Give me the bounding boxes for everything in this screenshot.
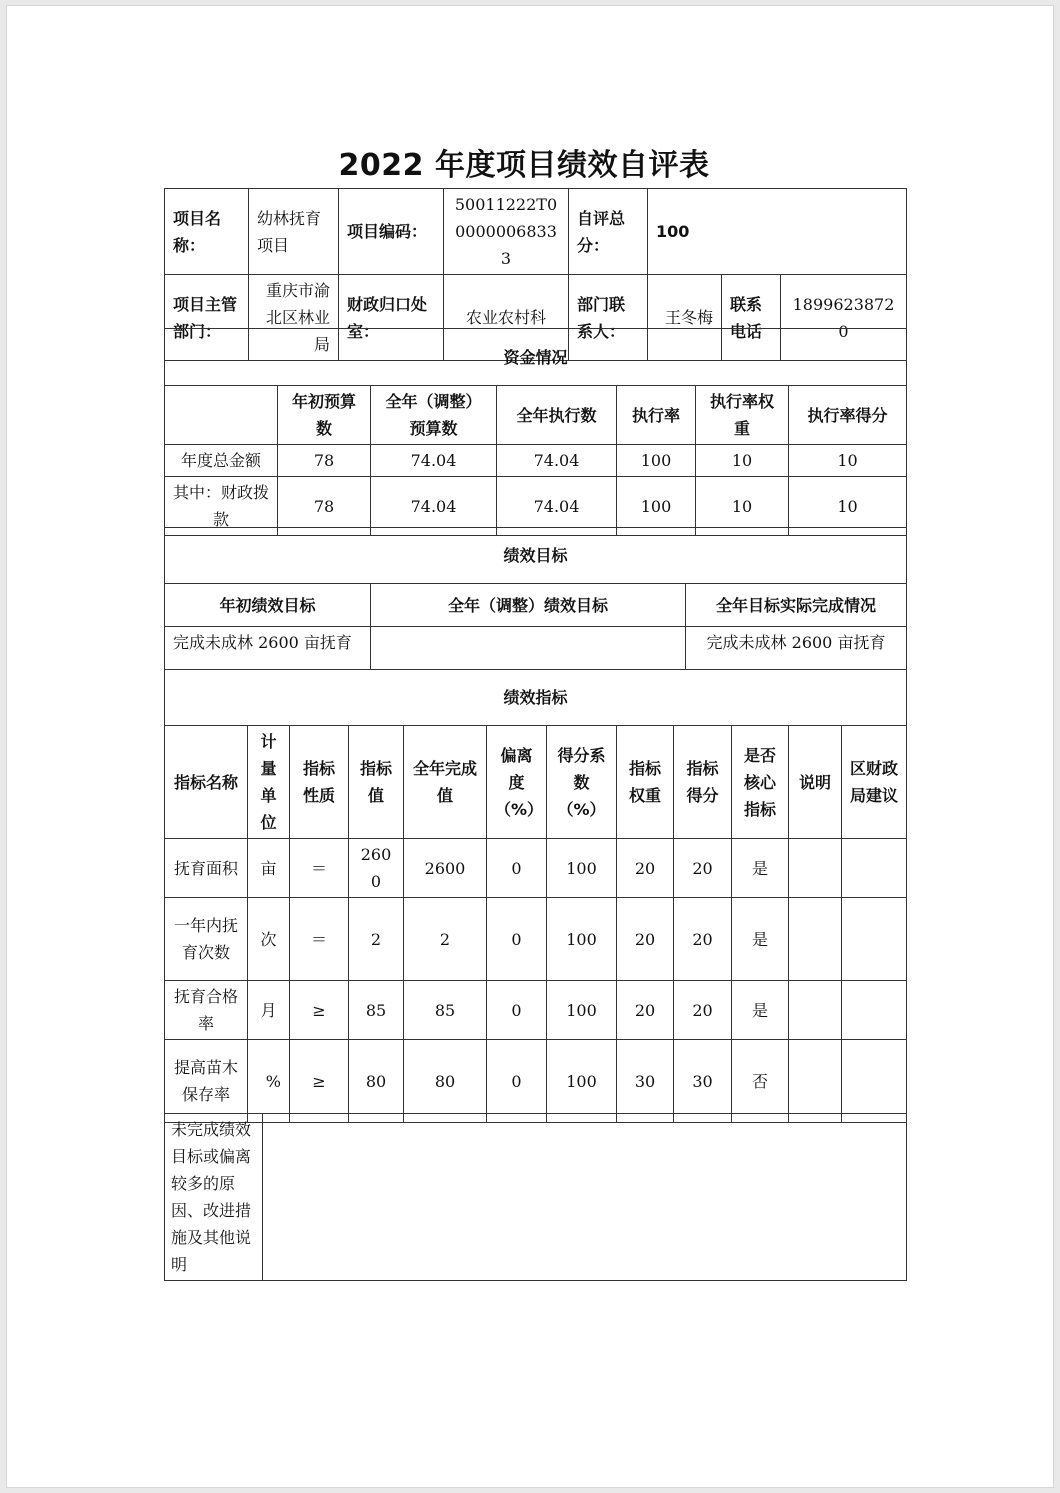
indicator-col-header: 指标得分 [674,726,732,839]
indicator-cell: 提高苗木保存率 [165,1040,248,1123]
indicator-cell: 0 [487,898,547,981]
indicator-cell: 20 [674,839,732,898]
indicator-cell: 0 [487,839,547,898]
indicator-col-header: 指标名称 [165,726,248,839]
notes-label: 未完成绩效目标或偏离较多的原因、改进措施及其他说明 [165,1114,263,1281]
funds-cell: 100 [617,445,696,477]
funds-cell: 10 [696,477,789,536]
indicator-cell: 次 [248,898,290,981]
funds-col-header [165,386,278,445]
funds-col-header: 执行率得分 [789,386,907,445]
indicator-cell: 20 [674,898,732,981]
table-row [165,981,907,1040]
indicator-cell: 100 [547,898,617,981]
indicator-cell [842,1040,907,1123]
indicator-cell: 100 [547,1040,617,1123]
funds-cell: 78 [278,445,371,477]
indicator-cell: 0 [487,1040,547,1123]
table-row [165,445,907,477]
funds-cell: 74.04 [371,445,497,477]
indicator-cell: ≥ [290,981,349,1040]
indicator-cell [789,1040,842,1123]
funds-section-title: 资金情况 [165,329,907,386]
goals-table [164,527,907,670]
page-title: 2022 年度项目绩效自评表 [338,148,710,183]
project-code: 50011222T000000068333 [444,189,569,275]
project-name-label: 项目名称： [165,189,249,275]
phone-label: 联系电话 [722,275,781,361]
indicator-cell: 20 [674,981,732,1040]
indicator-cell: 85 [349,981,404,1040]
funds-cell: 100 [617,477,696,536]
indicator-cell: 20 [617,898,674,981]
indicator-cell: 抚育合格率 [165,981,248,1040]
indicator-cell: 是 [732,898,789,981]
goal-actual: 完成未成林 2600 亩抚育 [686,627,907,670]
finance-office-label: 财政归口处室： [339,275,444,361]
indicator-cell: 是 [732,981,789,1040]
indicator-cell: % [248,1040,290,1123]
indicator-cell [842,839,907,898]
indicator-cell: 100 [547,839,617,898]
indicator-col-header: 说明 [789,726,842,839]
goals-section-title: 绩效目标 [165,528,907,584]
funds-cell: 74.04 [371,477,497,536]
dept-value: 重庆市渝北区林业局 [249,275,339,361]
funds-col-header: 全年（调整）预算数 [371,386,497,445]
indicator-cell: 抚育面积 [165,839,248,898]
project-name: 幼林抚育项目 [249,189,339,275]
funds-col-header: 年初预算数 [278,386,371,445]
funds-cell: 10 [789,445,907,477]
indicator-cell: 20 [617,839,674,898]
funds-cell: 其中：财政拨款 [165,477,278,536]
indicator-col-header: 得分系数（%） [547,726,617,839]
funds-cell: 10 [696,445,789,477]
indicator-cell [842,981,907,1040]
indicator-col-header: 偏离度（%） [487,726,547,839]
dept-label: 项目主管部门： [165,275,249,361]
indicator-cell: ＝ [290,898,349,981]
indicator-cell: 30 [617,1040,674,1123]
contact-label: 部门联系人： [569,275,648,361]
indicator-cell: 是 [732,839,789,898]
indicator-cell: 2 [349,898,404,981]
contact-value: 王冬梅 [648,275,722,361]
project-code-label: 项目编码： [339,189,444,275]
indicator-cell: 2600 [349,839,404,898]
score-label: 自评总分： [569,189,648,275]
indicator-cell: 2600 [404,839,487,898]
indicator-cell: 80 [349,1040,404,1123]
indicator-cell [789,981,842,1040]
funds-cell: 年度总金额 [165,445,278,477]
indicator-col-header: 指标值 [349,726,404,839]
score-value: 100 [648,189,907,275]
funds-table [164,328,907,536]
funds-col-header: 执行率权重 [696,386,789,445]
funds-col-header: 全年执行数 [497,386,617,445]
indicator-cell: 一年内抚育次数 [165,898,248,981]
indicator-cell: 2 [404,898,487,981]
indicator-cell: 30 [674,1040,732,1123]
indicator-cell: 亩 [248,839,290,898]
indicator-col-header: 计量单位 [248,726,290,839]
phone-value: 18996238720 [781,275,907,361]
indicator-cell: 否 [732,1040,789,1123]
indicator-col-header: 指标性质 [290,726,349,839]
indicator-col-header: 指标权重 [617,726,674,839]
goals-col-header: 全年（调整）绩效目标 [371,584,686,627]
indicator-cell: 80 [404,1040,487,1123]
indicators-section-title: 绩效指标 [165,670,907,726]
indicator-col-header: 是否核心指标 [732,726,789,839]
indicator-cell [842,898,907,981]
indicator-col-header: 全年完成值 [404,726,487,839]
indicator-cell: 85 [404,981,487,1040]
indicator-cell: 0 [487,981,547,1040]
indicator-cell [789,898,842,981]
funds-cell: 74.04 [497,445,617,477]
goals-col-header: 年初绩效目标 [165,584,371,627]
indicator-col-header: 区财政局建议 [842,726,907,839]
indicator-cell: 月 [248,981,290,1040]
funds-col-header: 执行率 [617,386,696,445]
notes-table [164,1113,907,1281]
table-row [165,839,907,898]
goal-adjusted [371,627,686,670]
funds-cell: 74.04 [497,477,617,536]
indicators-table [164,669,907,1123]
goals-col-header: 全年目标实际完成情况 [686,584,907,627]
table-row [165,627,907,670]
indicator-cell: ＝ [290,839,349,898]
funds-cell: 78 [278,477,371,536]
table-row [165,898,907,981]
indicator-cell [789,839,842,898]
indicator-cell: 100 [547,981,617,1040]
goal-initial: 完成未成林 2600 亩抚育 [165,627,371,670]
finance-office-value: 农业农村科 [444,275,569,361]
indicator-cell: 20 [617,981,674,1040]
notes-value [263,1114,907,1281]
table-row [165,1040,907,1123]
indicator-cell: ≥ [290,1040,349,1123]
funds-cell: 10 [789,477,907,536]
